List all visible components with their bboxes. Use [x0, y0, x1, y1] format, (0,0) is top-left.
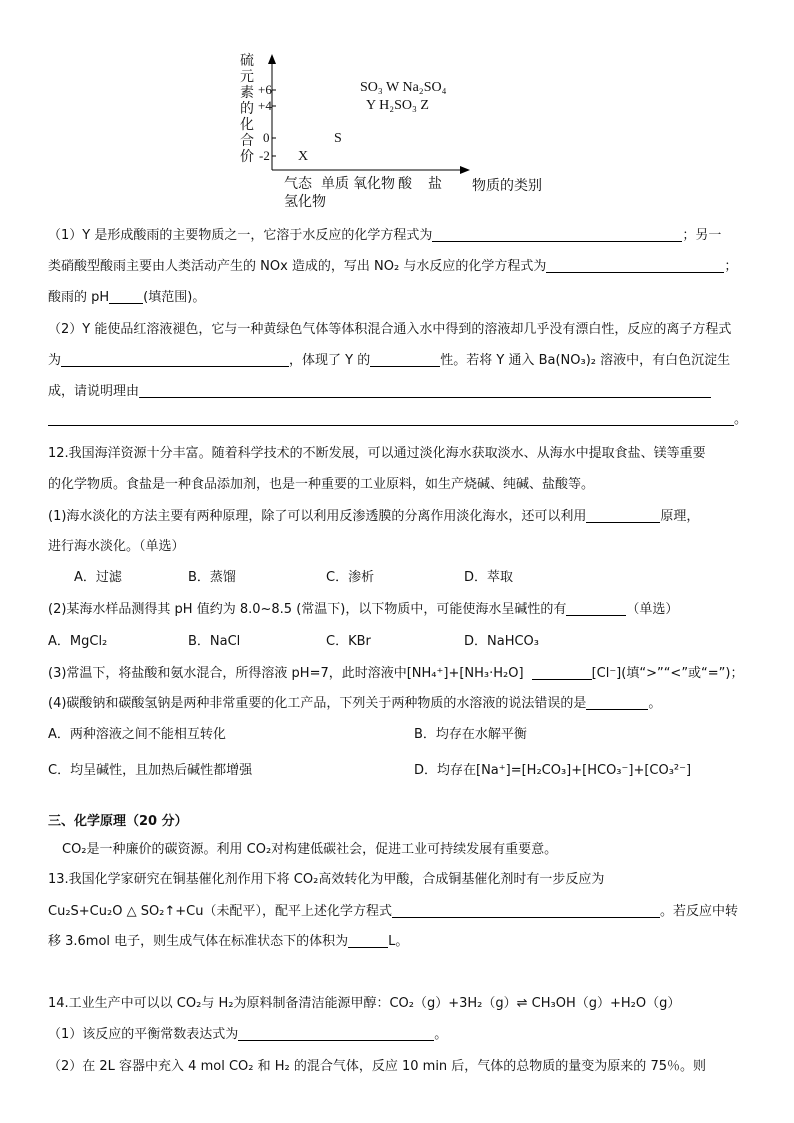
- q11-p2-line2: 为 ，体现了 Y 的 性。若将 Y 通入 Ba(NO₃)₂ 溶液中，有白色沉淀生: [48, 353, 731, 368]
- ytick-label: +6: [258, 82, 272, 97]
- option[interactable]: A．MgCl₂: [48, 634, 108, 649]
- q11-p2-line1: （2）Y 能使品红溶液褪色，它与一种黄绿色气体等体积混合通入水中得到的溶液却几乎没有漂白性，反应的离子方程式: [48, 322, 732, 337]
- xcat-label: 酸: [398, 177, 412, 192]
- option[interactable]: D．均存在[Na⁺]=[H₂CO₃]+[HCO₃⁻]+[CO₃²⁻]: [414, 763, 692, 778]
- q14-line1: 14.工业生产中可以以 CO₂与 H₂为原料制备清洁能源甲醇：CO₂（g）+3H₂（g）⇌ CH₃OH（g）+H₂O（g）: [48, 996, 681, 1011]
- option[interactable]: B．蒸馏: [188, 570, 236, 585]
- ytick-label: +4: [258, 98, 272, 113]
- q14-line3: （2）在 2L 容器中充入 4 mol CO₂ 和 H₂ 的混合气体，反应 10 min 后，气体的总物质的量变为原来的 75％。则: [48, 1059, 706, 1074]
- xcat-label: 氧化物: [353, 177, 395, 192]
- option[interactable]: C．均呈碱性，且加热后碱性都增强: [48, 763, 253, 778]
- q11-p2-line3: 成，请说明理由: [48, 380, 711, 399]
- q12-s4-line: (4)碳酸钠和碳酸氢钠是两种非常重要的化工产品，下列关于两种物质的水溶液的说法错误的是 。: [48, 696, 662, 711]
- option[interactable]: A．两种溶液之间不能相互转化: [48, 727, 226, 742]
- point-x: X: [298, 149, 309, 164]
- option[interactable]: D．NaHCO₃: [464, 634, 539, 649]
- q11-p2-line4: 。: [48, 408, 747, 427]
- q12-s3-line: (3)常温下，将盐酸和氨水混合，所得溶液 pH=7，此时溶液中[NH₄⁺]+[NH₃·H₂O] [Cl⁻](填“>”“<”或“=”)；: [48, 666, 744, 681]
- q12-intro-1: 12.我国海洋资源十分丰富。随着科学技术的不断发展，可以通过淡化海水获取淡水、从海水中提取食盐、镁等重要: [48, 446, 706, 461]
- point-s: S: [334, 131, 342, 146]
- answer-blank[interactable]: [546, 258, 724, 273]
- point-row-plus4: Y H₂SO₃ Z: [366, 98, 429, 113]
- q12-s2-line: (2)某海水样品测得其 pH 值约为 8.0~8.5 (常温下)，以下物质中，可能使海水呈碱性的有 （单选）: [48, 602, 679, 617]
- point-row-plus6: SO₃ W Na₂SO₄: [360, 80, 447, 95]
- xcat-label: 盐: [428, 177, 442, 192]
- answer-blank[interactable]: [586, 508, 660, 523]
- answer-blank[interactable]: [48, 411, 734, 426]
- answer-blank[interactable]: [432, 227, 682, 242]
- q13-line2: Cu₂S+Cu₂O △ SO₂↑+Cu（未配平），配平上述化学方程式 。若反应中转: [48, 904, 739, 919]
- ylabel-char: 化: [240, 118, 254, 133]
- x-axis-label: 物质的类别: [472, 179, 542, 194]
- q12-intro-2: 的化学物质。食盐是一种食品添加剂，也是一种重要的工业原料，如生产烧碱、纯碱、盐酸等。: [48, 477, 595, 492]
- q12-s1-line1: (1)海水淡化的方法主要有两种原理，除了可以利用反渗透膜的分离作用淡化海水，还可以利用 原理，: [48, 509, 700, 524]
- option[interactable]: B．均存在水解平衡: [414, 727, 527, 742]
- q12-s1-line2: 进行海水淡化。（单选）: [48, 539, 185, 554]
- ytick-label: -2: [259, 148, 270, 163]
- q11-p1-line3: 酸雨的 pH (填范围)。: [48, 290, 206, 305]
- xcat-label: 气态: [284, 177, 312, 192]
- valence-chart: [230, 52, 570, 210]
- section-title: 三、化学原理（20 分）: [48, 814, 188, 829]
- answer-blank[interactable]: [109, 289, 143, 304]
- ylabel-char: 硫: [240, 54, 254, 69]
- answer-blank[interactable]: [139, 383, 711, 398]
- section-intro: CO₂是一种廉价的碳资源。利用 CO₂对构建低碳社会，促进工业可持续发展有重要意。: [62, 842, 558, 857]
- y-axis-label: [240, 54, 256, 166]
- q13-line1: 13.我国化学家研究在铜基催化剂作用下将 CO₂高效转化为甲酸，合成铜基催化剂时有一步反应为: [48, 872, 605, 887]
- option[interactable]: B．NaCl: [188, 634, 241, 649]
- q14-line2: （1）该反应的平衡常数表达式为 。: [48, 1027, 448, 1042]
- answer-blank[interactable]: [238, 1026, 434, 1041]
- answer-blank[interactable]: [392, 903, 660, 918]
- answer-blank[interactable]: [370, 352, 440, 367]
- q11-p1-line1: （1）Y 是形成酸雨的主要物质之一，它溶于水反应的化学方程式为 ；另一: [48, 228, 722, 243]
- option[interactable]: A．过滤: [74, 570, 122, 585]
- q11-p1-line2: 类硝酸型酸雨主要由人类活动产生的 NOx 造成的，写出 NO₂ 与水反应的化学方程式为 ；: [48, 259, 738, 274]
- answer-blank[interactable]: [532, 665, 592, 680]
- xcat-sublabel: 氢化物: [284, 195, 326, 210]
- option[interactable]: C．KBr: [326, 634, 371, 649]
- ylabel-char: 元: [240, 70, 254, 85]
- answer-blank[interactable]: [586, 695, 648, 710]
- ytick-label: 0: [263, 130, 270, 145]
- ylabel-char: 素: [240, 86, 254, 101]
- option[interactable]: D．萃取: [464, 570, 514, 585]
- option[interactable]: C．渗析: [326, 570, 375, 585]
- q13-line3: 移 3.6mol 电子，则生成气体在标准状态下的体积为 L。: [48, 934, 409, 949]
- answer-blank[interactable]: [348, 933, 388, 948]
- answer-blank[interactable]: [61, 352, 289, 367]
- ylabel-char: 的: [240, 102, 254, 117]
- answer-blank[interactable]: [566, 601, 626, 616]
- xcat-label: 单质: [321, 177, 349, 192]
- ylabel-char: 合: [240, 134, 254, 149]
- ylabel-char: 价: [240, 150, 254, 165]
